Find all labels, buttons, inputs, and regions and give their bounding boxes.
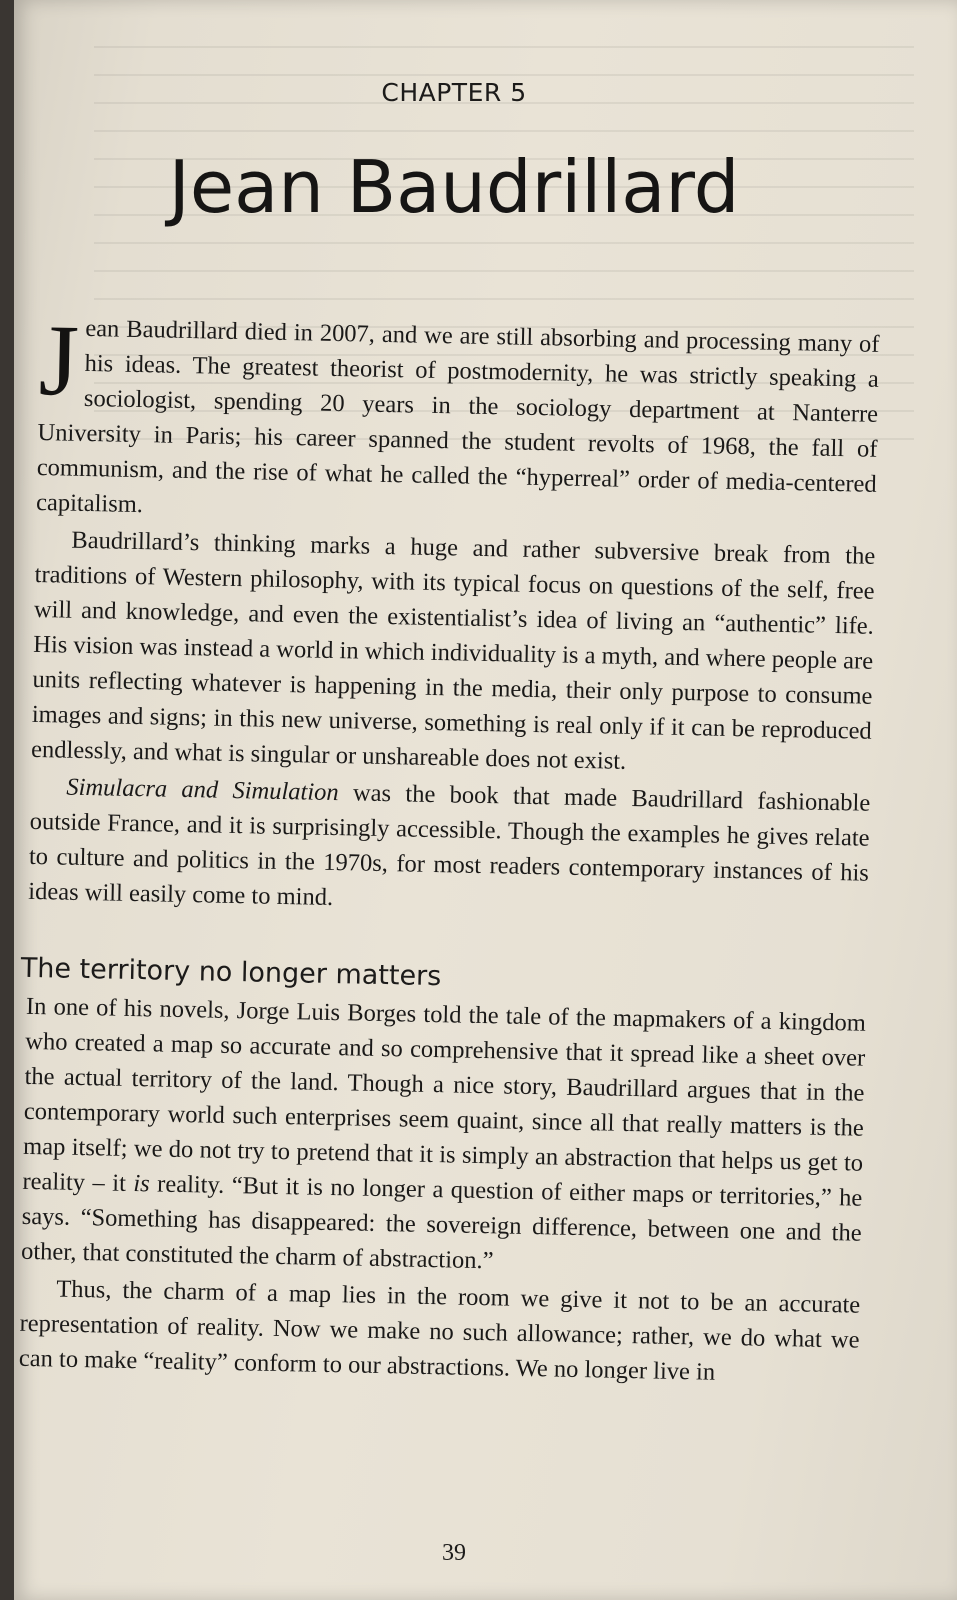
emphasis: is (133, 1170, 150, 1198)
intro-paragraph-1 (35, 304, 880, 537)
section-paragraph-2: Thus, the charm of a map lies in the room we give it not to be an accurate representation of reality. Now we make no such allowance; rather, we do what we can to make “reality” conform to our abstractions. We no longer live in (18, 1275, 861, 1386)
section (19, 949, 867, 1393)
intro-paragraph-3-text: was the book that made Baudrillard fashionable outside France, and it is surprisingly accessible. Though the examples he gives relate to culture and politics in the 1970s, for most readers contemporary instances of his ideas will easily come to mind. (28, 779, 871, 911)
section-heading: The territory no longer matters (20, 952, 442, 993)
book-title: Simulacra and Simulation (66, 773, 339, 807)
intro-paragraph-1-text: ean Baudrillard died in 2007, and we are still absorbing and processing many of his ideas. The greatest theorist of postmodernity, he was strictly speaking a sociologist, spending 20 years in the sociology department at Nanterre University in Paris; his career spanned the student revolts of 1968, the fall of communism, and the rise of what he called the “hyperreal” order of media-centered capitalism. (35, 314, 880, 519)
section-paragraph-1-b: reality. “But it is no longer a question of either maps or territories,” he says. “Something has disappeared: the sovereign difference, between one and the other, that constituted the charm of abstraction.” (20, 1170, 863, 1275)
page-number: 39 (442, 1540, 466, 1566)
drop-cap: J (37, 304, 80, 418)
book-page (14, 0, 957, 1600)
chapter-label: CHAPTER 5 (381, 78, 527, 107)
section-paragraph-1-a: In one of his novels, Jorge Luis Borges told the tale of the mapmakers of a kingdom who created a map so accurate and so comprehensive that it spread like a sheet over the actual territory of the land. Though a nice story, Baudrillard argues that in the contemporary world such enterprises seem quaint, since all that really matters is the map itself; we do not try to pretend that it is simply an abstraction that helps us get to reality – it (22, 992, 867, 1198)
intro-paragraph-3 (28, 769, 871, 926)
section-paragraph-1 (21, 989, 866, 1286)
chapter-title: Jean Baudrillard (168, 145, 740, 229)
intro-paragraph-2: Baudrillard’s thinking marks a huge and rather subversive break from the traditions of Western philosophy, with its typical focus on questions of the self, free will and knowledge, and even the existentialist’s idea of living an “authentic” life. His vision was instead a world in which individuality is a myth, and where people are units reflecting whatever is happening in the media, their only purpose to consume images and signs; in this new universe, something is real only if it can be reproduced endlessly, and what is singular or unshareable does not exist. (30, 526, 876, 775)
body-text (18, 304, 880, 1393)
